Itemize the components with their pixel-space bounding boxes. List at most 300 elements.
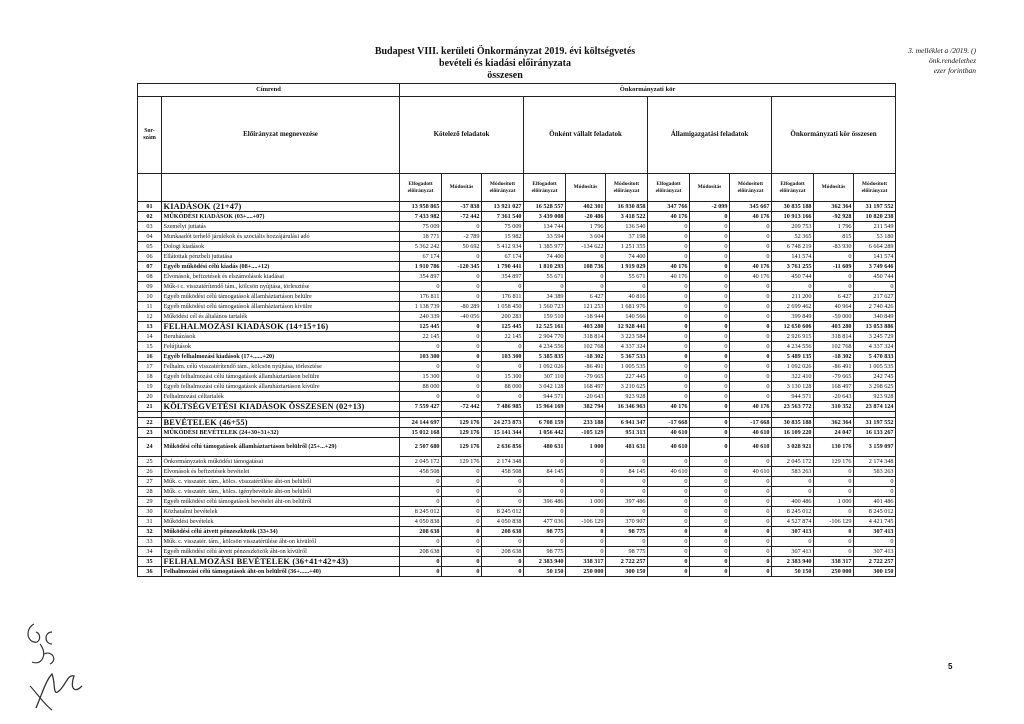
value-cell: 0 — [648, 567, 690, 577]
value-cell: 347 766 — [648, 202, 690, 212]
table-row — [138, 507, 896, 517]
value-cell: 4 234 556 — [772, 342, 814, 352]
value-cell: 0 — [400, 282, 442, 292]
value-cell: 400 486 — [772, 497, 814, 507]
value-cell: 2 383 940 — [524, 557, 566, 567]
value-cell: 0 — [690, 547, 730, 557]
value-cell: 211 549 — [854, 222, 896, 232]
value-cell: 0 — [442, 332, 482, 342]
table-row — [138, 312, 896, 322]
value-cell: 6 708 159 — [524, 418, 566, 428]
value-cell: 0 — [648, 302, 690, 312]
value-cell: 208 638 — [482, 547, 524, 557]
value-cell: 815 — [814, 232, 854, 242]
table-row — [138, 352, 896, 362]
value-cell: 583 263 — [854, 467, 896, 477]
value-cell: 40 176 — [648, 262, 690, 272]
value-cell: 8 245 012 — [854, 507, 896, 517]
value-cell: 0 — [566, 457, 606, 467]
value-cell: 2 699 462 — [772, 302, 814, 312]
value-cell: 0 — [854, 477, 896, 487]
row-number: 20 — [138, 392, 162, 402]
row-number: 17 — [138, 362, 162, 372]
value-cell: 15 141 344 — [482, 428, 524, 438]
value-cell: 3 604 — [566, 232, 606, 242]
value-cell: 354 897 — [400, 272, 442, 282]
value-cell: 12 928 441 — [606, 322, 648, 332]
value-cell: 0 — [648, 352, 690, 362]
value-cell: 0 — [648, 517, 690, 527]
value-cell: 0 — [730, 242, 772, 252]
row-label: Működési célú támogatások államháztartáson belülről (25+...+29) — [162, 438, 400, 457]
value-cell: 6 427 — [566, 292, 606, 302]
row-label: KIADÁSOK (21+47) — [162, 202, 400, 212]
table-row — [138, 418, 896, 428]
annex-reference — [908, 46, 976, 76]
row-number: 22 — [138, 418, 162, 428]
value-cell: -80 289 — [442, 302, 482, 312]
value-cell: -59 000 — [814, 312, 854, 322]
table-row — [138, 547, 896, 557]
document-title — [330, 46, 680, 82]
value-cell: 31 197 552 — [854, 418, 896, 428]
row-label: Műk. c. visszatér. tám., kölcs. igénybevétele áht-on belülről — [162, 487, 400, 497]
value-cell: 3 761 255 — [772, 262, 814, 272]
row-number: 35 — [138, 557, 162, 567]
row-number: 06 — [138, 252, 162, 262]
row-number: 09 — [138, 282, 162, 292]
value-cell: 0 — [690, 332, 730, 342]
value-cell: 5 367 533 — [606, 352, 648, 362]
value-cell: 362 364 — [814, 202, 854, 212]
value-cell: 24 047 — [814, 428, 854, 438]
value-cell: 40 176 — [730, 272, 772, 282]
value-cell: 951 313 — [606, 428, 648, 438]
title-line-3: összesen — [487, 70, 523, 81]
value-cell: 0 — [730, 457, 772, 467]
value-cell: 0 — [482, 557, 524, 567]
row-label: Egyéb felhalmozási kiadások (17+......+20) — [162, 352, 400, 362]
value-cell: 15 012 168 — [400, 428, 442, 438]
value-cell: 3 042 128 — [524, 382, 566, 392]
value-cell: 0 — [690, 242, 730, 252]
value-cell: 3 298 625 — [854, 382, 896, 392]
value-cell: 4 337 324 — [606, 342, 648, 352]
value-cell: 75 009 — [400, 222, 442, 232]
value-cell: 0 — [690, 302, 730, 312]
row-number: 15 — [138, 342, 162, 352]
value-cell: 0 — [690, 342, 730, 352]
value-cell: 0 — [566, 487, 606, 497]
value-cell: 0 — [730, 567, 772, 577]
value-cell: 338 317 — [814, 557, 854, 567]
row-label: Dologi kiadások — [162, 242, 400, 252]
value-cell: 0 — [442, 252, 482, 262]
row-label: Egyéb működési célú támogatások államháztartáson kívülre — [162, 302, 400, 312]
value-cell: 944 571 — [772, 392, 814, 402]
value-cell: 12 525 161 — [524, 322, 566, 332]
table-row — [138, 372, 896, 382]
row-label: Működési bevételek — [162, 517, 400, 527]
value-cell: -79 665 — [566, 372, 606, 382]
value-cell: -37 838 — [442, 202, 482, 212]
table-row — [138, 302, 896, 312]
value-cell: 2 636 856 — [482, 438, 524, 457]
row-number: 03 — [138, 222, 162, 232]
value-cell: 40 816 — [606, 292, 648, 302]
value-cell: 300 150 — [606, 567, 648, 577]
row-number: 30 — [138, 507, 162, 517]
row-label: Műk. c. visszatér. tám., kölcsön visszatérülése áht-on kívülről — [162, 537, 400, 547]
value-cell: 0 — [606, 457, 648, 467]
row-label: Egyéb működési célú támogatások bevételei áht-on belülről — [162, 497, 400, 507]
table-row — [138, 282, 896, 292]
value-cell: 1 138 739 — [400, 302, 442, 312]
value-cell: 30 835 188 — [772, 202, 814, 212]
value-cell: 40 176 — [648, 402, 690, 412]
value-cell: 1 000 — [814, 497, 854, 507]
value-cell: 0 — [566, 507, 606, 517]
table-row — [138, 438, 896, 457]
value-cell: 0 — [566, 537, 606, 547]
value-cell: 40 176 — [730, 402, 772, 412]
row-label: Elvonások, befizetések és elszámolások kiadásai — [162, 272, 400, 282]
row-label: Működési cél és általános tartalék — [162, 312, 400, 322]
value-cell: 0 — [648, 322, 690, 332]
value-cell: 0 — [648, 487, 690, 497]
value-cell: 168 497 — [566, 382, 606, 392]
value-cell: 0 — [648, 457, 690, 467]
value-cell: 3 245 729 — [854, 332, 896, 342]
value-cell: -72 442 — [442, 402, 482, 412]
header-row-1 — [138, 84, 896, 97]
subheader-cell: Módosított előirányzat — [606, 174, 648, 202]
page-number: 5 — [948, 662, 953, 671]
row-label: Egyéb működési célú kiadás (08+....+12) — [162, 262, 400, 272]
table-row — [138, 242, 896, 252]
row-label: Elvonások és befizetések bevételei — [162, 467, 400, 477]
value-cell: 307 413 — [772, 547, 814, 557]
subheader-cell: Módosított előirányzat — [482, 174, 524, 202]
value-cell: -20 643 — [814, 392, 854, 402]
row-label: Felhalmozási célú támogatások áht-on belülről (36+......+40) — [162, 567, 400, 577]
value-cell: 0 — [690, 507, 730, 517]
value-cell: 0 — [524, 282, 566, 292]
row-number: 25 — [138, 457, 162, 467]
value-cell: 50 692 — [442, 242, 482, 252]
row-number: 04 — [138, 232, 162, 242]
value-cell: 16 133 267 — [854, 428, 896, 438]
value-cell: 40 610 — [730, 467, 772, 477]
value-cell: 8 245 012 — [772, 507, 814, 517]
value-cell: 0 — [400, 557, 442, 567]
row-label: MŰKÖDÉSI BEVÉTELEK (24+30+31+32) — [162, 428, 400, 438]
value-cell: 40 610 — [648, 467, 690, 477]
value-cell: 401 486 — [854, 497, 896, 507]
value-cell: 217 627 — [854, 292, 896, 302]
value-cell: 250 000 — [814, 567, 854, 577]
value-cell: 40 610 — [730, 428, 772, 438]
value-cell: 307 413 — [854, 547, 896, 557]
subheader-cell: Módosítás — [690, 174, 730, 202]
value-cell: 4 527 874 — [772, 517, 814, 527]
value-cell: 0 — [442, 527, 482, 537]
value-cell: -106 129 — [566, 517, 606, 527]
value-cell: 2 383 940 — [772, 557, 814, 567]
value-cell: 0 — [566, 252, 606, 262]
value-cell: 0 — [854, 487, 896, 497]
value-cell: 5 412 934 — [482, 242, 524, 252]
value-cell: 0 — [648, 477, 690, 487]
value-cell: 141 574 — [772, 252, 814, 262]
value-cell: 0 — [648, 252, 690, 262]
value-cell: 0 — [442, 352, 482, 362]
value-cell: 40 964 — [814, 302, 854, 312]
value-cell: 0 — [482, 497, 524, 507]
empty-header-cell — [138, 174, 162, 202]
value-cell: 0 — [730, 537, 772, 547]
value-cell: 0 — [690, 272, 730, 282]
value-cell: 0 — [690, 402, 730, 412]
value-cell: 1 796 — [566, 222, 606, 232]
value-cell: 0 — [648, 282, 690, 292]
value-cell: 176 811 — [482, 292, 524, 302]
value-cell: 0 — [648, 242, 690, 252]
value-cell: -120 345 — [442, 262, 482, 272]
value-cell: 0 — [566, 282, 606, 292]
cimrend-header: Címrend — [138, 84, 400, 97]
value-cell: 0 — [482, 282, 524, 292]
value-cell: 396 486 — [524, 497, 566, 507]
value-cell: 0 — [690, 382, 730, 392]
value-cell: 15 300 — [400, 372, 442, 382]
row-label: Egyéb felhalmozási célú támogatások államháztartáson belülre — [162, 372, 400, 382]
empty-header-cell — [162, 174, 400, 202]
value-cell: 0 — [814, 537, 854, 547]
value-cell: 13 053 886 — [854, 322, 896, 332]
value-cell: 0 — [690, 567, 730, 577]
value-cell: 4 234 556 — [524, 342, 566, 352]
value-cell: 0 — [730, 332, 772, 342]
annex-line-2: önk.rendelethez — [929, 56, 976, 65]
value-cell: 0 — [772, 282, 814, 292]
row-number: 31 — [138, 517, 162, 527]
value-cell: 0 — [730, 232, 772, 242]
value-cell: 88 000 — [400, 382, 442, 392]
row-label: Ellátottak pénzbeli juttatása — [162, 252, 400, 262]
value-cell: 0 — [690, 517, 730, 527]
value-cell: -17 668 — [730, 418, 772, 428]
value-cell: 0 — [442, 362, 482, 372]
value-cell: 0 — [648, 537, 690, 547]
value-cell: 0 — [442, 382, 482, 392]
value-cell: 0 — [730, 497, 772, 507]
value-cell: 55 671 — [606, 272, 648, 282]
value-cell: 0 — [442, 567, 482, 577]
value-cell: 0 — [690, 477, 730, 487]
value-cell: 0 — [690, 232, 730, 242]
value-cell: 0 — [524, 477, 566, 487]
value-cell: 250 000 — [566, 567, 606, 577]
value-cell: 0 — [648, 497, 690, 507]
value-cell: 0 — [814, 252, 854, 262]
value-cell: 0 — [482, 567, 524, 577]
subheader-cell: Módosított előirányzat — [730, 174, 772, 202]
value-cell: 0 — [442, 372, 482, 382]
value-cell: 88 000 — [482, 382, 524, 392]
value-cell: 136 540 — [606, 222, 648, 232]
value-cell: 397 486 — [606, 497, 648, 507]
megnevezes-header: Előirányzat megnevezése — [162, 97, 400, 174]
value-cell: 0 — [566, 527, 606, 537]
row-label: Önkormányzatok működési támogatásai — [162, 457, 400, 467]
value-cell: 1 385 977 — [524, 242, 566, 252]
value-cell: 310 352 — [814, 402, 854, 412]
value-cell: 0 — [730, 372, 772, 382]
annex-line-1: 3. melléklet a /2019. () — [908, 46, 976, 55]
value-cell: 0 — [442, 342, 482, 352]
value-cell: 18 771 — [400, 232, 442, 242]
handwritten-signature — [22, 614, 102, 714]
subheader-cell: Módosítás — [566, 174, 606, 202]
value-cell: 0 — [524, 507, 566, 517]
value-cell: 0 — [482, 342, 524, 352]
value-cell: 481 631 — [606, 438, 648, 457]
value-cell: 200 283 — [482, 312, 524, 322]
value-cell: 450 744 — [854, 272, 896, 282]
value-cell: 0 — [482, 362, 524, 372]
table-row — [138, 487, 896, 497]
value-cell: 0 — [400, 487, 442, 497]
value-cell: 98 775 — [524, 527, 566, 537]
value-cell: 15 300 — [482, 372, 524, 382]
value-cell: -86 491 — [814, 362, 854, 372]
table-row — [138, 272, 896, 282]
value-cell: 227 445 — [606, 372, 648, 382]
value-cell: 0 — [566, 477, 606, 487]
value-cell: 0 — [730, 487, 772, 497]
value-cell: 10 913 166 — [772, 212, 814, 222]
row-label: Egyéb működési célú támogatások államháztartáson belülre — [162, 292, 400, 302]
value-cell: 6 941 347 — [606, 418, 648, 428]
value-cell: 0 — [730, 517, 772, 527]
value-cell: 7 486 985 — [482, 402, 524, 412]
value-cell: 0 — [648, 392, 690, 402]
value-cell: 0 — [648, 362, 690, 372]
value-cell: 98 775 — [606, 547, 648, 557]
value-cell: 0 — [690, 352, 730, 362]
value-cell: 0 — [606, 537, 648, 547]
value-cell: 129 176 — [442, 438, 482, 457]
table-row — [138, 477, 896, 487]
value-cell: 1 092 026 — [772, 362, 814, 372]
value-cell: 0 — [442, 477, 482, 487]
group-header-allamigazgatasi: Államigazgatási feladatok — [648, 97, 772, 174]
value-cell: 0 — [814, 507, 854, 517]
value-cell: -18 944 — [566, 312, 606, 322]
value-cell: 0 — [400, 477, 442, 487]
row-number: 14 — [138, 332, 162, 342]
value-cell: 0 — [442, 557, 482, 567]
value-cell: 6 427 — [814, 292, 854, 302]
row-number: 13 — [138, 322, 162, 332]
value-cell: 40 176 — [648, 212, 690, 222]
value-cell: 22 145 — [400, 332, 442, 342]
group-header-osszesen: Önkormányzati kör összesen — [772, 97, 896, 174]
value-cell: 0 — [814, 282, 854, 292]
value-cell: 0 — [690, 252, 730, 262]
subheader-cell: Módosított előirányzat — [854, 174, 896, 202]
value-cell: 13 958 865 — [400, 202, 442, 212]
value-cell: 3 418 522 — [606, 212, 648, 222]
value-cell: 3 130 128 — [772, 382, 814, 392]
value-cell: 242 745 — [854, 372, 896, 382]
value-cell: 233 188 — [566, 418, 606, 428]
value-cell: 0 — [400, 497, 442, 507]
value-cell: -40 056 — [442, 312, 482, 322]
value-cell: 0 — [648, 527, 690, 537]
row-number: 08 — [138, 272, 162, 282]
table-row — [138, 527, 896, 537]
table-row — [138, 497, 896, 507]
value-cell: 0 — [730, 507, 772, 517]
value-cell: 0 — [772, 537, 814, 547]
value-cell: 0 — [772, 487, 814, 497]
value-cell: 0 — [648, 372, 690, 382]
value-cell: 0 — [814, 527, 854, 537]
table-row — [138, 212, 896, 222]
row-label: Egyéb működési célú átvett pénzeszközök áht-on kívülről — [162, 547, 400, 557]
subheader-cell: Elfogadott előirányzat — [400, 174, 442, 202]
value-cell: 0 — [690, 418, 730, 428]
value-cell: 0 — [442, 487, 482, 497]
value-cell: 98 775 — [606, 527, 648, 537]
value-cell: 403 280 — [566, 322, 606, 332]
row-label: MŰKÖDÉSI KIADÁSOK (03+....+07) — [162, 212, 400, 222]
value-cell: 103 300 — [400, 352, 442, 362]
value-cell: 0 — [648, 292, 690, 302]
value-cell: 0 — [566, 467, 606, 477]
table-row — [138, 362, 896, 372]
value-cell: 15 982 — [482, 232, 524, 242]
row-label: Felhalm. célú visszatérítendő tám., kölcsön nyújtása, törlesztése — [162, 362, 400, 372]
row-number: 26 — [138, 467, 162, 477]
value-cell: 0 — [648, 312, 690, 322]
table-row — [138, 537, 896, 547]
value-cell: 5 489 135 — [772, 352, 814, 362]
value-cell: 0 — [442, 467, 482, 477]
value-cell: 98 775 — [524, 547, 566, 557]
row-number: 11 — [138, 302, 162, 312]
value-cell: 3 210 625 — [606, 382, 648, 392]
value-cell: 322 410 — [772, 372, 814, 382]
value-cell: 4 421 745 — [854, 517, 896, 527]
row-number: 05 — [138, 242, 162, 252]
value-cell: 50 150 — [772, 567, 814, 577]
value-cell: 0 — [730, 477, 772, 487]
value-cell: 10 820 238 — [854, 212, 896, 222]
value-cell: 129 176 — [442, 457, 482, 467]
value-cell: 102 768 — [814, 342, 854, 352]
value-cell: 40 610 — [730, 438, 772, 457]
value-cell: 209 753 — [772, 222, 814, 232]
row-label: BEVÉTELEK (46+55) — [162, 418, 400, 428]
row-number: 27 — [138, 477, 162, 487]
value-cell: 1 005 535 — [606, 362, 648, 372]
row-number: 33 — [138, 537, 162, 547]
value-cell: 24 144 697 — [400, 418, 442, 428]
value-cell: 7 433 982 — [400, 212, 442, 222]
